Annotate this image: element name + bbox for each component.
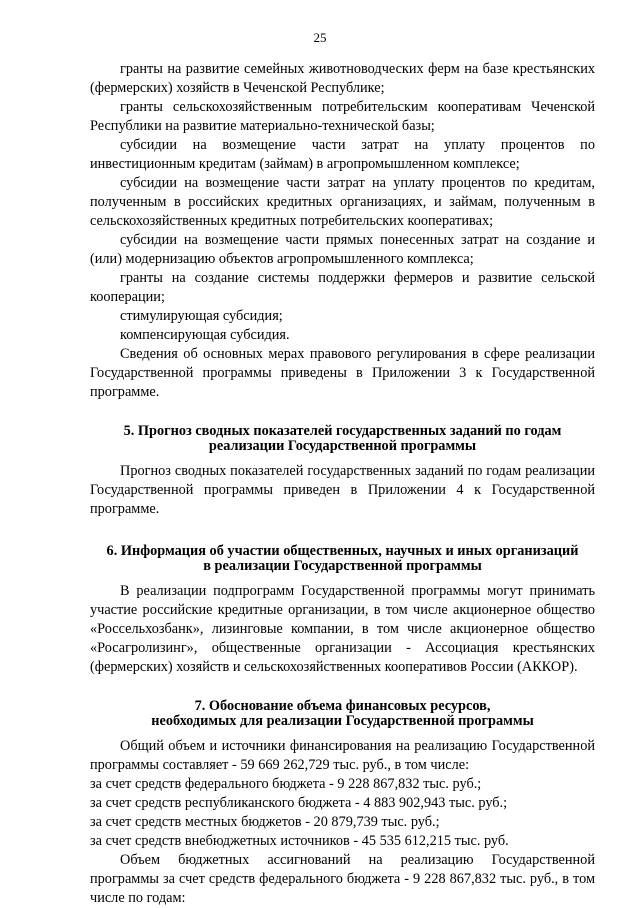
page-number: 25 (313, 30, 327, 45)
section-7-heading-line2: необходимых для реализации Государственной программы (151, 713, 534, 729)
funding-source-line: за счет средств внебюджетных источников - 45 535 612,215 тыс. руб. (90, 833, 509, 849)
section-5-heading-line2: реализации Государственной программы (208, 438, 477, 454)
section-5-paragraph: Прогноз сводных показателей государственных заданий по годам реализации Государственной программы приведен в Приложении 4 к Государственной программе. (90, 463, 595, 517)
federal-budget-paragraph: Объем бюджетных ассигнований на реализацию Государственной программы за счет средств федерального бюджета - 9 228 867,832 тыс. руб., в том числе по годам: (90, 852, 595, 906)
list-item: субсидии на возмещение части затрат на уплату процентов по кредитам, полученным в российских кредитных организациях, и займам, полученным в сельскохозяйственных кредитных потребительских кооперативах; (90, 175, 595, 229)
regulation-paragraph: Сведения об основных мерах правового регулирования в сфере реализации Государственной программы приведены в Приложении 3 к Государственной программе. (90, 346, 595, 400)
section-5-heading-line1: 5. Прогноз сводных показателей государственных заданий по годам (123, 423, 562, 439)
section-6-heading-line2: в реализации Государственной программы (203, 558, 482, 574)
section-6-heading-line1: 6. Информация об участии общественных, научных и иных организаций (106, 543, 579, 559)
list-item: компенсирующая субсидия. (120, 327, 290, 343)
page-content (90, 60, 595, 908)
funding-source-line: за счет средств федерального бюджета - 9 228 867,832 тыс. руб.; (90, 776, 482, 792)
section-7-heading (90, 699, 595, 729)
list-item: субсидии на возмещение части прямых понесенных затрат на создание и (или) модернизацию объектов агропромышленного комплекса; (90, 232, 595, 267)
section-7-heading-line1: 7. Обоснование объема финансовых ресурсов, (194, 698, 491, 714)
list-item: стимулирующая субсидия; (120, 308, 283, 324)
section-6-paragraph: В реализации подпрограмм Государственной программы могут принимать участие российские кредитные организации, в том числе акционерное общество «Россельхозбанк», лизинговые компании, в том числе акционерное общество «Росагролизинг», общественные организации - Ассоциация крестьянских (фермерских) хозяйств и сельскохозяйственных кооперативов России (АККОР). (90, 583, 595, 675)
section-5-heading (90, 424, 595, 454)
list-item: гранты сельскохозяйственным потребительским кооперативам Чеченской Республики на развитие материально-технической базы; (90, 99, 595, 134)
section-7-intro: Общий объем и источники финансирования на реализацию Государственной программы составляет - 59 669 262,729 тыс. руб., в том числе: (90, 738, 595, 773)
list-item: гранты на развитие семейных животноводческих ферм на базе крестьянских (фермерских) хозяйств в Чеченской Республике; (90, 61, 595, 96)
list-item: гранты на создание системы поддержки фермеров и развитие сельской кооперации; (90, 270, 595, 305)
list-item: субсидии на возмещение части затрат на уплату процентов по инвестиционным кредитам (займам) в агропромышленном комплексе; (90, 137, 595, 172)
funding-source-line: за счет средств местных бюджетов - 20 879,739 тыс. руб.; (90, 814, 440, 830)
section-6-heading (90, 544, 595, 574)
funding-source-line: за счет средств республиканского бюджета - 4 883 902,943 тыс. руб.; (90, 795, 508, 811)
